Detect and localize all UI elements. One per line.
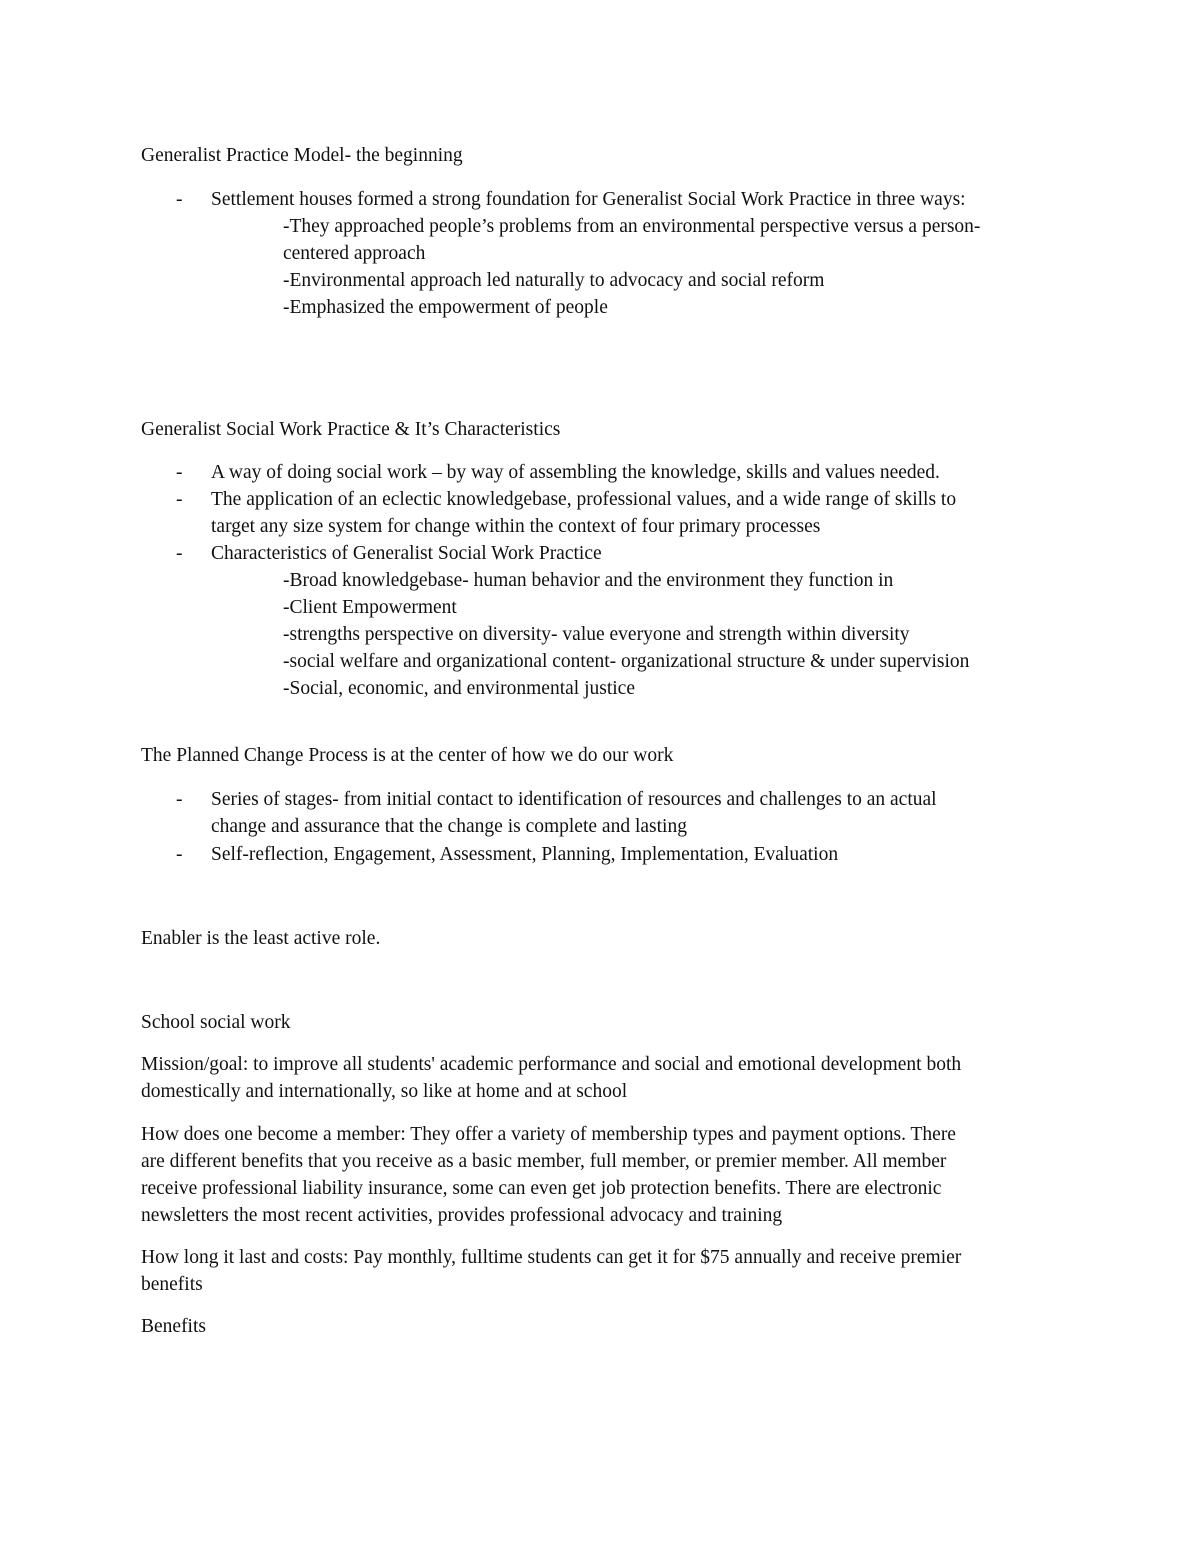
bullet-characteristics: Characteristics of Generalist Social Work Practice bbox=[211, 543, 602, 564]
bullet-series-of-stages: Series of stages- from initial contact to identification of resources and challenges to an actual bbox=[211, 789, 937, 810]
section-heading-characteristics: Generalist Social Work Practice & It’s Characteristics bbox=[141, 419, 561, 440]
mission-paragraph-continued: domestically and internationally, so like at home and at school bbox=[141, 1081, 628, 1102]
bullet-way-of-doing: A way of doing social work – by way of assembling the knowledge, skills and values needed. bbox=[211, 462, 940, 483]
sub-item: -social welfare and organizational content- organizational structure & under supervision bbox=[283, 651, 970, 672]
bullet-settlement-houses: Settlement houses formed a strong foundation for Generalist Social Work Practice in three ways: bbox=[211, 189, 966, 210]
bullet-marker: - bbox=[176, 189, 183, 210]
sub-item: -strengths perspective on diversity- value everyone and strength within diversity bbox=[283, 624, 910, 645]
membership-paragraph-continued: receive professional liability insurance, some can even get job protection benefits. There are electronic bbox=[141, 1178, 942, 1199]
bullet-stages-list: Self-reflection, Engagement, Assessment, Planning, Implementation, Evaluation bbox=[211, 844, 839, 865]
bullet-marker: - bbox=[176, 489, 183, 510]
sub-item: -Emphasized the empowerment of people bbox=[283, 297, 608, 318]
enabler-statement: Enabler is the least active role. bbox=[141, 928, 381, 949]
benefits-heading: Benefits bbox=[141, 1316, 206, 1337]
bullet-marker: - bbox=[176, 543, 183, 564]
sub-item: -Client Empowerment bbox=[283, 597, 457, 618]
membership-paragraph: How does one become a member: They offer a variety of membership types and payment options. There bbox=[141, 1124, 956, 1145]
sub-item: -They approached people’s problems from an environmental perspective versus a person- bbox=[283, 216, 981, 237]
bullet-series-of-stages-continued: change and assurance that the change is complete and lasting bbox=[211, 816, 687, 837]
bullet-marker: - bbox=[176, 789, 183, 810]
sub-item: -Social, economic, and environmental justice bbox=[283, 678, 635, 699]
section-heading-school-social-work: School social work bbox=[141, 1012, 291, 1033]
mission-paragraph: Mission/goal: to improve all students' academic performance and social and emotional development both bbox=[141, 1054, 962, 1075]
membership-paragraph-continued: are different benefits that you receive as a basic member, full member, or premier member. All member bbox=[141, 1151, 947, 1172]
bullet-application: The application of an eclectic knowledgebase, professional values, and a wide range of skills to bbox=[211, 489, 957, 510]
membership-paragraph-continued: newsletters the most recent activities, provides professional advocacy and training bbox=[141, 1205, 783, 1226]
section-heading-generalist-model: Generalist Practice Model- the beginning bbox=[141, 145, 463, 166]
cost-paragraph: How long it last and costs: Pay monthly, fulltime students can get it for $75 annually and receive premier bbox=[141, 1247, 962, 1268]
bullet-application-continued: target any size system for change within the context of four primary processes bbox=[211, 516, 821, 537]
sub-item: -Environmental approach led naturally to advocacy and social reform bbox=[283, 270, 825, 291]
sub-item: -Broad knowledgebase- human behavior and the environment they function in bbox=[283, 570, 894, 591]
cost-paragraph-continued: benefits bbox=[141, 1274, 203, 1295]
bullet-marker: - bbox=[176, 844, 183, 865]
bullet-marker: - bbox=[176, 462, 183, 483]
section-heading-planned-change: The Planned Change Process is at the center of how we do our work bbox=[141, 745, 674, 766]
sub-item-continued: centered approach bbox=[283, 243, 426, 264]
